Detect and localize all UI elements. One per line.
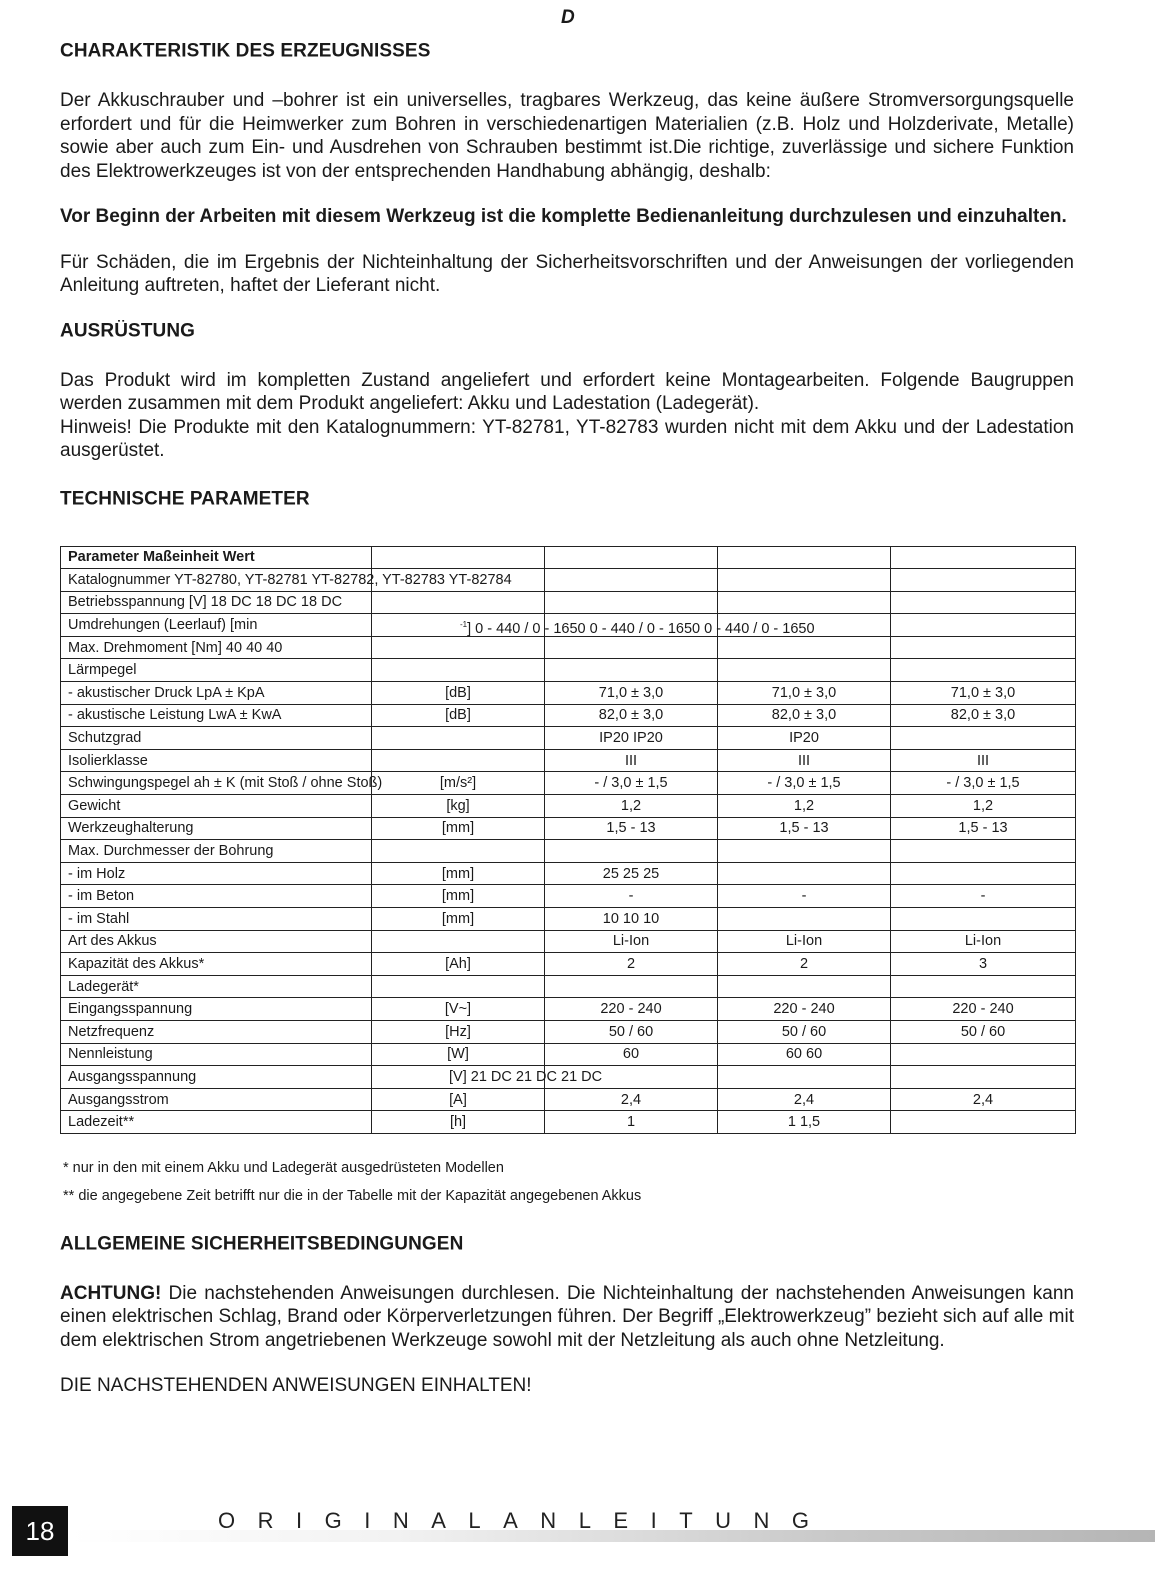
table-cell-unit: [V~] bbox=[372, 998, 545, 1021]
table-row bbox=[61, 727, 1076, 750]
table-cell-label: Art des Akkus bbox=[61, 930, 372, 953]
achtung-label: ACHTUNG! bbox=[60, 1282, 162, 1304]
umdrehungen-label: Umdrehungen (Leerlauf) [min bbox=[61, 614, 372, 637]
language-marker: D bbox=[561, 7, 575, 28]
table-cell-label: Schutzgrad bbox=[61, 727, 372, 750]
table-cell-value: 71,0 ± 3,0 bbox=[718, 682, 891, 705]
table-cell-value bbox=[891, 1111, 1076, 1134]
table-cell-unit: [h] bbox=[372, 1111, 545, 1134]
table-cell-value: - bbox=[718, 885, 891, 908]
umdrehungen-value: ] 0 - 440 / 0 - 1650 0 - 440 / 0 - 1650 0 - 440 / 0 - 1650 bbox=[467, 621, 815, 638]
table-header-row bbox=[61, 546, 1076, 569]
betrieb-text: Betriebsspannung [V] 18 DC 18 DC 18 DC bbox=[61, 591, 372, 614]
footnote-2: ** die angegebene Zeit betrifft nur die in der Tabelle mit der Kapazität angegebenen Akkus bbox=[63, 1187, 642, 1204]
table-row bbox=[61, 1043, 1076, 1066]
section-title-safety: ALLGEMEINE SICHERHEITSBEDINGUNGEN bbox=[60, 1232, 464, 1255]
table-cell-label: - im Holz bbox=[61, 862, 372, 885]
table-cell-value: 1,2 bbox=[545, 795, 718, 818]
document-body bbox=[60, 40, 1074, 1398]
table-cell-value bbox=[891, 862, 1076, 885]
table-cell-value bbox=[891, 1043, 1076, 1066]
table-cell-value: 220 - 240 bbox=[891, 998, 1076, 1021]
table-cell-unit: [kg] bbox=[372, 795, 545, 818]
table-cell-value: 220 - 240 bbox=[545, 998, 718, 1021]
table-cell-label: Kapazität des Akkus* bbox=[61, 953, 372, 976]
table-row-umdrehungen bbox=[61, 614, 1076, 637]
table-cell-value: 1,2 bbox=[718, 795, 891, 818]
table-cell-value bbox=[545, 659, 718, 682]
table-cell-value bbox=[891, 727, 1076, 750]
table-cell-value: 1,5 - 13 bbox=[891, 817, 1076, 840]
table-cell-label: Ladegerät* bbox=[61, 975, 372, 998]
table-cell-value: III bbox=[718, 749, 891, 772]
table-row bbox=[61, 840, 1076, 863]
umdrehungen-sup: -1 bbox=[460, 620, 468, 630]
table-row bbox=[61, 908, 1076, 931]
table-cell-unit: [dB] bbox=[372, 682, 545, 705]
paragraph-description: Der Akkuschrauber und –bohrer ist ein universelles, tragbares Werkzeug, das keine äußere Stromversorgungsquelle erfordert und für die Heimwerker zum Bohren in verschiedenartigen Materialien (z.B. Holz und Holzderivate, Metalle) sowie aber auch zum Ein- und Ausdrehen von Schrauben bestimmt ist.Die richtige, zuverlässige und sichere Funktion des Elektrowerkzeuges ist von der entsprechenden Handhabung abhängig, deshalb: bbox=[60, 90, 1074, 182]
table-cell-value: 50 / 60 bbox=[545, 1020, 718, 1043]
table-cell-value: 3 bbox=[891, 953, 1076, 976]
footer-label: ORIGINALANLEITUNG bbox=[218, 1508, 832, 1533]
table-cell-value: - bbox=[545, 885, 718, 908]
table-cell-value: 82,0 ± 3,0 bbox=[545, 704, 718, 727]
table-cell-value bbox=[718, 975, 891, 998]
paragraph-equipment: Das Produkt wird im kompletten Zustand angeliefert und erfordert keine Montagearbeiten. Folgende Baugruppen werden zusammen mit dem Produkt angeliefert: Akku und Ladestation (Ladegerät). bbox=[60, 369, 1074, 414]
table-cell-value: 60 bbox=[545, 1043, 718, 1066]
table-row bbox=[61, 1020, 1076, 1043]
table-cell-unit bbox=[372, 749, 545, 772]
paragraph-instruction-bold: Vor Beginn der Arbeiten mit diesem Werkzeug ist die komplette Bedienanleitung durchzulesen und einzuhalten. bbox=[60, 206, 1067, 227]
table-cell-value: 71,0 ± 3,0 bbox=[545, 682, 718, 705]
table-cell-value: Li-Ion bbox=[718, 930, 891, 953]
table-cell-label: Eingangsspannung bbox=[61, 998, 372, 1021]
table-cell-label: Schwingungspegel ah ± K (mit Stoß / ohne Stoß) bbox=[61, 772, 372, 795]
table-cell-value: Li-Ion bbox=[891, 930, 1076, 953]
table-row-drehmoment bbox=[61, 636, 1076, 659]
paragraph-note: Hinweis! Die Produkte mit den Katalognummern: YT-82781, YT-82783 wurden nicht mit dem Akku und der Ladestation ausgerüstet. bbox=[60, 416, 1074, 461]
table-cell-value: - / 3,0 ± 1,5 bbox=[545, 772, 718, 795]
section-title-equipment: AUSRÜSTUNG bbox=[60, 319, 196, 342]
ausgang-label: Ausgangsspannung bbox=[61, 1066, 372, 1089]
table-cell-value: III bbox=[545, 749, 718, 772]
table-cell-label: Isolierklasse bbox=[61, 749, 372, 772]
table-row bbox=[61, 704, 1076, 727]
table-cell-value bbox=[718, 840, 891, 863]
safety-text: Die nachstehenden Anweisungen durchlesen. Die Nichteinhaltung der nachstehenden Anweisungen kann einen elektrischen Schlag, Brand oder Körperverletzungen führen. Der Begriff „Elektrowerkzeug” bezieht sich auf alle mit dem elektrischen Strom angetriebenen Werkzeuge sowohl mit der Netzleitung als auch ohne Netzleitung. bbox=[60, 1282, 1074, 1351]
paragraph-liability: Für Schäden, die im Ergebnis der Nichteinhaltung der Sicherheitsvorschriften und der Anweisungen der vorliegenden Anleitung auftreten, haftet der Lieferant nicht. bbox=[60, 251, 1074, 296]
table-cell-value: 1 1,5 bbox=[718, 1111, 891, 1134]
table-cell-label: Nennleistung bbox=[61, 1043, 372, 1066]
table-cell-value: 2 bbox=[545, 953, 718, 976]
table-cell-unit: [mm] bbox=[372, 862, 545, 885]
table-row bbox=[61, 998, 1076, 1021]
table-cell-unit bbox=[372, 930, 545, 953]
section-title-technical: TECHNISCHE PARAMETER bbox=[60, 487, 310, 510]
table-cell-unit bbox=[372, 840, 545, 863]
table-cell-value: 71,0 ± 3,0 bbox=[891, 682, 1076, 705]
table-cell-unit bbox=[372, 975, 545, 998]
paragraph-safety bbox=[60, 1282, 1074, 1353]
table-row-betrieb bbox=[61, 591, 1076, 614]
table-row bbox=[61, 772, 1076, 795]
table-row bbox=[61, 817, 1076, 840]
table-cell-value: 2,4 bbox=[891, 1088, 1076, 1111]
table-cell-unit: [A] bbox=[372, 1088, 545, 1111]
table-cell-value: 2,4 bbox=[545, 1088, 718, 1111]
table-cell-value bbox=[718, 659, 891, 682]
table-cell-unit bbox=[372, 727, 545, 750]
table-row bbox=[61, 682, 1076, 705]
table-row bbox=[61, 749, 1076, 772]
table-cell-value: 60 60 bbox=[718, 1043, 891, 1066]
table-row bbox=[61, 953, 1076, 976]
footnote-1: * nur in den mit einem Akku und Ladegerät ausgedrüsteten Modellen bbox=[63, 1159, 504, 1176]
ausgang-value: [V] 21 DC 21 DC 21 DC bbox=[449, 1069, 603, 1086]
table-cell-unit: [m/s²] bbox=[372, 772, 545, 795]
table-cell-value: 25 25 25 bbox=[545, 862, 718, 885]
table-cell-value bbox=[545, 840, 718, 863]
table-cell-unit: [mm] bbox=[372, 885, 545, 908]
technical-parameters-table bbox=[60, 546, 1076, 1134]
table-cell-value bbox=[545, 975, 718, 998]
table-cell-label: Ladezeit** bbox=[61, 1111, 372, 1134]
table-cell-value: 82,0 ± 3,0 bbox=[718, 704, 891, 727]
section-title-characteristics: CHARAKTERISTIK DES ERZEUGNISSES bbox=[60, 40, 431, 62]
table-cell-value bbox=[718, 862, 891, 885]
table-row bbox=[61, 795, 1076, 818]
table-row-ausgang bbox=[61, 1066, 1076, 1089]
table-cell-value: - / 3,0 ± 1,5 bbox=[891, 772, 1076, 795]
table-cell-value: 2,4 bbox=[718, 1088, 891, 1111]
table-cell-value bbox=[891, 659, 1076, 682]
table-row bbox=[61, 659, 1076, 682]
table-cell-label: Ausgangsstrom bbox=[61, 1088, 372, 1111]
table-cell-label: Werkzeughalterung bbox=[61, 817, 372, 840]
table-cell-value: IP20 bbox=[718, 727, 891, 750]
table-cell-value bbox=[891, 975, 1076, 998]
table-footnotes bbox=[60, 1154, 1074, 1210]
table-cell-value: - / 3,0 ± 1,5 bbox=[718, 772, 891, 795]
table-row bbox=[61, 975, 1076, 998]
table-cell-unit bbox=[372, 659, 545, 682]
table-cell-value: 10 10 10 bbox=[545, 908, 718, 931]
table-cell-value: IP20 IP20 bbox=[545, 727, 718, 750]
table-header-cell: Parameter Maßeinheit Wert bbox=[61, 546, 372, 569]
table-cell-value: 1,2 bbox=[891, 795, 1076, 818]
table-cell-label: - akustische Leistung LwA ± KwA bbox=[61, 704, 372, 727]
table-cell-label: Lärmpegel bbox=[61, 659, 372, 682]
table-cell-unit: [dB] bbox=[372, 704, 545, 727]
table-row bbox=[61, 885, 1076, 908]
table-cell-value: 50 / 60 bbox=[718, 1020, 891, 1043]
table-cell-unit: [W] bbox=[372, 1043, 545, 1066]
katalog-text: Katalognummer YT-82780, YT-82781 YT-82782, YT-82783 YT-82784 bbox=[68, 572, 512, 589]
table-cell-label: Max. Durchmesser der Bohrung bbox=[61, 840, 372, 863]
table-cell-value: 1,5 - 13 bbox=[718, 817, 891, 840]
table-cell-label: - im Stahl bbox=[61, 908, 372, 931]
table-cell-value: 220 - 240 bbox=[718, 998, 891, 1021]
table-row bbox=[61, 1111, 1076, 1134]
table-cell-label: Gewicht bbox=[61, 795, 372, 818]
table-cell-label: - im Beton bbox=[61, 885, 372, 908]
table-cell-value bbox=[891, 908, 1076, 931]
table-cell-value: III bbox=[891, 749, 1076, 772]
table-cell-unit: [mm] bbox=[372, 908, 545, 931]
drehmoment-text: Max. Drehmoment [Nm] 40 40 40 bbox=[61, 636, 372, 659]
table-cell-value: - bbox=[891, 885, 1076, 908]
table-cell-unit: [Hz] bbox=[372, 1020, 545, 1043]
table-row-katalog bbox=[61, 569, 1076, 592]
table-cell-label: Netzfrequenz bbox=[61, 1020, 372, 1043]
table-cell-unit: [mm] bbox=[372, 817, 545, 840]
table-row bbox=[61, 1088, 1076, 1111]
table-row bbox=[61, 862, 1076, 885]
page-number: 18 bbox=[12, 1506, 68, 1556]
table-row bbox=[61, 930, 1076, 953]
table-cell-value: 1,5 - 13 bbox=[545, 817, 718, 840]
table-cell-value: Li-Ion bbox=[545, 930, 718, 953]
paragraph-comply: DIE NACHSTEHENDEN ANWEISUNGEN EINHALTEN! bbox=[60, 1375, 532, 1397]
table-cell-value bbox=[891, 840, 1076, 863]
table-cell-value: 82,0 ± 3,0 bbox=[891, 704, 1076, 727]
table-cell-value: 50 / 60 bbox=[891, 1020, 1076, 1043]
table-cell-unit: [Ah] bbox=[372, 953, 545, 976]
table-cell-value bbox=[718, 908, 891, 931]
table-cell-value: 1 bbox=[545, 1111, 718, 1134]
table-cell-label: - akustischer Druck LpA ± KpA bbox=[61, 682, 372, 705]
table-cell-value: 2 bbox=[718, 953, 891, 976]
